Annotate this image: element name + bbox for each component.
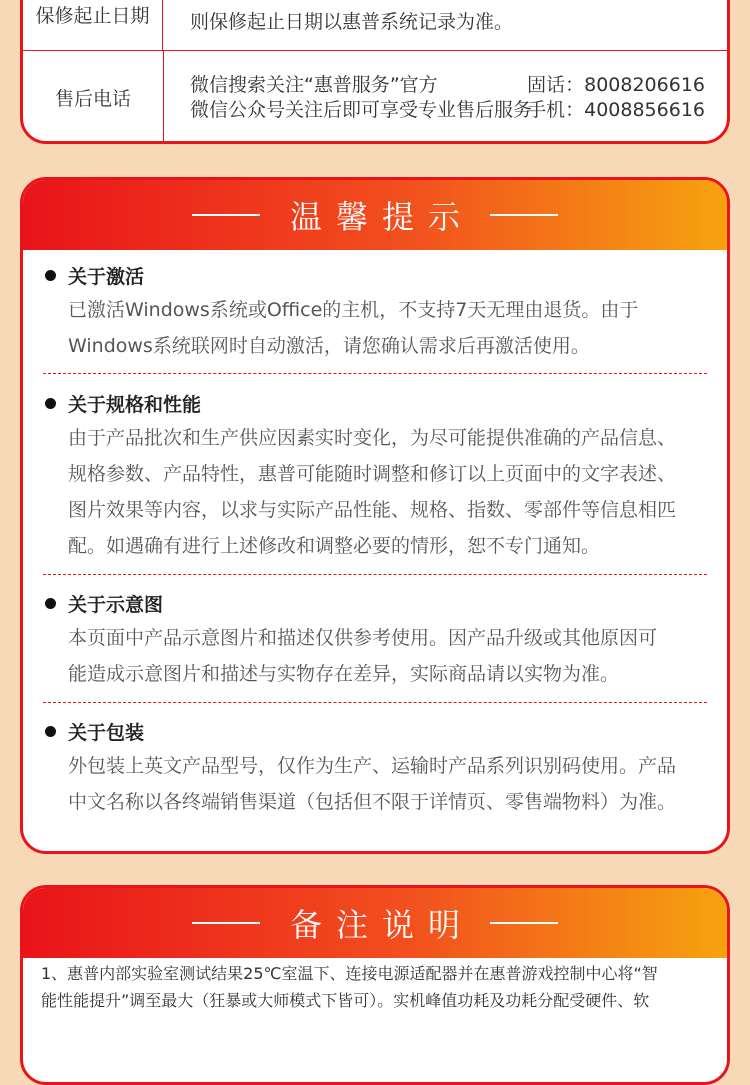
tip-title-activation: 关于激活 [68, 265, 145, 288]
warranty-dates-text: 则保修起止日期以惠普系统记录为准。 [190, 11, 514, 33]
tip-body-packaging [68, 748, 709, 820]
tip-section-packaging [41, 716, 709, 820]
tip-line: Windows系统联网时自动激活，请您确认需求后再激活使用。 [68, 335, 590, 357]
tip-line: 外包装上英文产品型号，仅作为生产、运输时产品系列识别码使用。产品 [68, 755, 677, 777]
tips-title: 温馨提示 [289, 198, 474, 236]
bullet-icon [45, 598, 56, 609]
tip-body-activation [68, 292, 709, 364]
warranty-dates-cell [163, 0, 727, 50]
tip-line: 本页面中产品示意图片和描述仅供参考使用。因产品升级或其他原因可 [68, 627, 658, 649]
tip-title-diagram: 关于示意图 [68, 593, 164, 616]
bullet-icon [45, 270, 56, 281]
warranty-table-card [20, 0, 730, 144]
tip-section-specs [41, 388, 709, 564]
hotline-line1: 微信搜索关注“惠普服务”官方 [190, 74, 438, 96]
notes-body [41, 960, 713, 1014]
bullet-icon [45, 726, 56, 737]
notes-card [20, 885, 730, 1085]
landline-phone: 固话：8008206616 [527, 74, 705, 96]
tip-section-diagram [41, 588, 709, 692]
hotline-phones [527, 73, 705, 123]
tip-title-specs: 关于规格和性能 [68, 393, 202, 416]
header-line-right [490, 922, 558, 924]
tip-line: 配。如遇确有进行上述修改和调整必要的情形，恕不专门通知。 [68, 535, 601, 557]
notes-header [23, 888, 727, 958]
hotline-label: 售后电话 [23, 51, 164, 144]
tip-title-packaging: 关于包装 [68, 721, 145, 744]
tip-line: 规格参数、产品特性，惠普可能随时调整和修订以上页面中的文字表述、 [68, 463, 677, 485]
hotline-wechat-text [190, 73, 532, 123]
hotline-cell [163, 51, 727, 144]
note-line: 能性能提升”调至最大（狂暴或大师模式下皆可）。实机峰值功耗及功耗分配受硬件、软 [41, 991, 650, 1010]
notes-title: 备注说明 [289, 906, 474, 944]
warranty-row-hotline [23, 51, 727, 144]
tips-header [23, 180, 727, 250]
tip-line: 图片效果等内容，以求与实际产品性能、规格、指数、零部件等信息相匹 [68, 499, 677, 521]
tip-body-diagram [68, 620, 709, 692]
tips-card [20, 177, 730, 854]
header-line-right [490, 214, 558, 216]
header-line-left [192, 922, 260, 924]
tip-line: 中文名称以各终端销售渠道（包括但不限于详情页、零售端物料）为准。 [68, 791, 677, 813]
tip-section-activation [41, 260, 709, 364]
header-line-left [192, 214, 260, 216]
warranty-row-dates [23, 0, 727, 50]
dashed-divider [43, 574, 707, 575]
dashed-divider [43, 702, 707, 703]
tip-line: 能造成示意图片和描述与实物存在差异，实际商品请以实物为准。 [68, 663, 620, 685]
mobile-phone: 手机：4008856616 [527, 99, 705, 121]
dashed-divider [43, 373, 707, 374]
bullet-icon [45, 398, 56, 409]
note-line: 1、惠普内部实验室测试结果25℃室温下、连接电源适配器并在惠普游戏控制中心将“智 [41, 964, 658, 983]
tip-body-specs [68, 420, 709, 564]
warranty-dates-label: 保修起止日期 [23, 0, 163, 50]
tip-line: 已激活Windows系统或Office的主机，不支持7天无理由退货。由于 [68, 299, 639, 321]
tip-line: 由于产品批次和生产供应因素实时变化，为尽可能提供准确的产品信息、 [68, 427, 677, 449]
hotline-line2: 微信公众号关注后即可享受专业售后服务 [190, 99, 533, 121]
